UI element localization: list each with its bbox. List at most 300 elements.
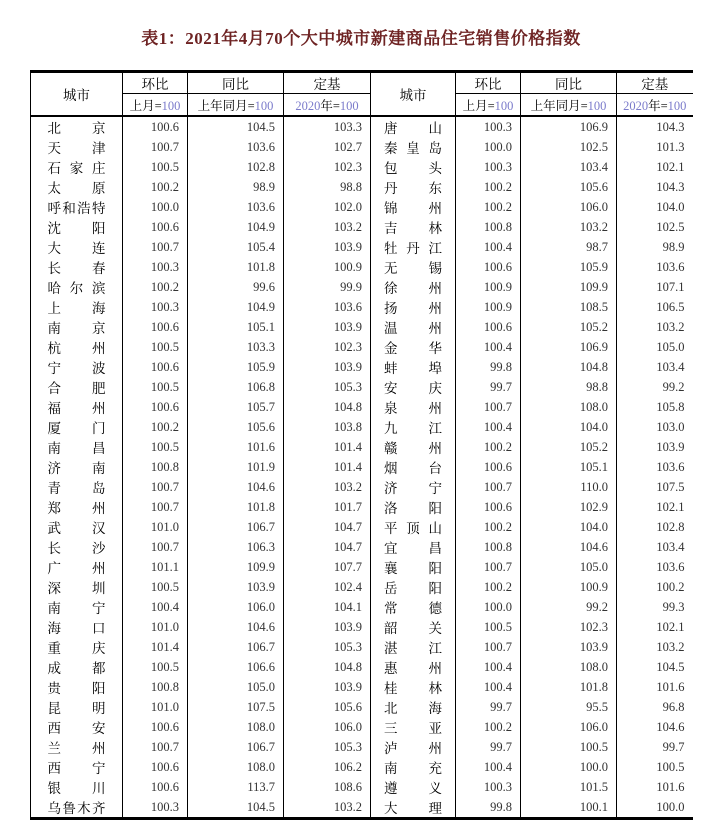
table-row — [31, 457, 693, 477]
left-mom-value: 100.7 — [123, 237, 188, 257]
table-row — [31, 737, 693, 757]
city-name: 北 海 — [384, 701, 442, 716]
left-base-value: 101.4 — [284, 437, 371, 457]
left-yoy-value: 99.6 — [188, 277, 284, 297]
left-yoy-value: 104.5 — [188, 797, 284, 819]
right-yoy-value: 95.5 — [521, 697, 617, 717]
city-name: 长 沙 — [47, 541, 106, 556]
city-name: 乌 鲁 木 齐 — [47, 801, 106, 816]
right-base-value: 101.6 — [656, 679, 685, 694]
subheader-yoy-right — [521, 94, 617, 117]
table-row — [31, 537, 693, 557]
right-base-value: 96.8 — [662, 699, 685, 714]
left-yoy-value: 106.8 — [188, 377, 284, 397]
left-base-value: 103.8 — [284, 417, 371, 437]
right-yoy-value: 100.1 — [521, 797, 617, 819]
right-city-cell — [371, 677, 456, 697]
city-name: 岳 阳 — [384, 581, 442, 596]
table-row — [31, 317, 693, 337]
table-row — [31, 197, 693, 217]
left-base-value: 104.7 — [284, 517, 371, 537]
left-city-cell — [31, 797, 123, 819]
left-yoy-value: 101.6 — [188, 437, 284, 457]
left-mom-value: 100.6 — [123, 116, 188, 137]
left-yoy-value: 108.0 — [188, 757, 284, 777]
table-row — [31, 577, 693, 597]
right-city-cell — [371, 497, 456, 517]
left-mom-value: 100.8 — [123, 457, 188, 477]
right-base-value: 104.5 — [656, 659, 685, 674]
right-city-cell — [371, 637, 456, 657]
left-yoy-value: 104.6 — [188, 617, 284, 637]
right-mom-value: 100.2 — [456, 177, 521, 197]
right-yoy-value: 110.0 — [521, 477, 617, 497]
right-mom-value: 99.8 — [456, 357, 521, 377]
left-mom-value: 100.6 — [123, 397, 188, 417]
city-name: 天 津 — [47, 141, 106, 156]
left-city-cell — [31, 657, 123, 677]
subheader-label: 上年同月= — [530, 98, 588, 113]
table-row — [31, 297, 693, 317]
header-yoy-left: 同比 — [188, 72, 284, 94]
subheader-base-left — [284, 94, 371, 117]
right-yoy-value: 105.9 — [521, 257, 617, 277]
city-name: 秦 皇 岛 — [384, 141, 442, 156]
right-yoy-value: 105.6 — [521, 177, 617, 197]
right-base-value: 102.5 — [656, 219, 685, 234]
right-base-value: 99.3 — [662, 599, 685, 614]
left-mom-value: 100.0 — [123, 197, 188, 217]
left-mom-value: 101.0 — [123, 517, 188, 537]
table-row — [31, 277, 693, 297]
left-base-value: 102.7 — [284, 137, 371, 157]
right-mom-value: 100.2 — [456, 197, 521, 217]
left-city-cell — [31, 497, 123, 517]
left-mom-value: 101.4 — [123, 637, 188, 657]
table-row — [31, 377, 693, 397]
right-yoy-value: 108.0 — [521, 397, 617, 417]
table-row — [31, 637, 693, 657]
city-name: 大 连 — [47, 241, 106, 256]
right-mom-value: 100.8 — [456, 217, 521, 237]
left-base-value: 107.7 — [284, 557, 371, 577]
right-mom-value: 100.3 — [456, 116, 521, 137]
left-city-cell — [31, 377, 123, 397]
city-name: 济 南 — [47, 461, 106, 476]
left-city-cell — [31, 517, 123, 537]
price-index-table — [30, 70, 693, 820]
left-base-value: 105.3 — [284, 737, 371, 757]
left-base-value: 103.9 — [284, 237, 371, 257]
city-name: 唐 山 — [384, 121, 442, 136]
city-name: 三 亚 — [384, 721, 442, 736]
right-yoy-value: 106.0 — [521, 717, 617, 737]
right-base-value: 102.1 — [656, 159, 685, 174]
city-name: 牡 丹 江 — [384, 241, 442, 256]
city-name: 惠 州 — [384, 661, 442, 676]
subheader-number: 100 — [161, 98, 181, 113]
right-mom-value: 100.4 — [456, 337, 521, 357]
right-yoy-value: 103.2 — [521, 217, 617, 237]
left-base-value: 105.3 — [284, 377, 371, 397]
table-row — [31, 777, 693, 797]
left-yoy-value: 106.3 — [188, 537, 284, 557]
right-mom-value: 100.7 — [456, 397, 521, 417]
right-city-cell — [371, 717, 456, 737]
right-city-cell — [371, 377, 456, 397]
city-name: 丹 东 — [384, 181, 442, 196]
city-name: 泉 州 — [384, 401, 442, 416]
right-city-cell — [371, 217, 456, 237]
right-city-cell — [371, 277, 456, 297]
city-name: 兰 州 — [47, 741, 106, 756]
left-yoy-value: 105.6 — [188, 417, 284, 437]
city-name: 平 顶 山 — [384, 521, 442, 536]
left-base-value: 105.3 — [284, 637, 371, 657]
right-base-value: 103.0 — [656, 419, 685, 434]
table-row — [31, 477, 693, 497]
city-name: 济 宁 — [384, 481, 442, 496]
right-base-value: 103.6 — [656, 459, 685, 474]
right-yoy-value: 108.5 — [521, 297, 617, 317]
left-yoy-value: 106.6 — [188, 657, 284, 677]
right-city-cell — [371, 417, 456, 437]
right-city-cell — [371, 317, 456, 337]
table-row — [31, 437, 693, 457]
city-name: 西 宁 — [47, 761, 106, 776]
right-mom-value: 100.2 — [456, 437, 521, 457]
right-yoy-value: 104.6 — [521, 537, 617, 557]
left-base-value: 103.9 — [284, 317, 371, 337]
city-name: 金 华 — [384, 341, 442, 356]
right-yoy-value: 98.7 — [521, 237, 617, 257]
city-name: 遵 义 — [384, 781, 442, 796]
left-city-cell — [31, 217, 123, 237]
city-name: 襄 阳 — [384, 561, 442, 576]
right-city-cell — [371, 657, 456, 677]
table-row — [31, 337, 693, 357]
table-row — [31, 217, 693, 237]
right-base-value: 104.0 — [656, 199, 685, 214]
right-city-cell — [371, 197, 456, 217]
city-name: 深 圳 — [47, 581, 106, 596]
left-city-cell — [31, 617, 123, 637]
right-base-value: 98.9 — [662, 239, 685, 254]
left-city-cell — [31, 597, 123, 617]
subheader-label: 上月= — [129, 98, 162, 113]
left-mom-value: 100.6 — [123, 717, 188, 737]
left-city-cell — [31, 717, 123, 737]
city-name: 西 安 — [47, 721, 106, 736]
left-mom-value: 100.5 — [123, 437, 188, 457]
right-mom-value: 99.7 — [456, 697, 521, 717]
left-city-cell — [31, 737, 123, 757]
subheader-number: 100 — [587, 98, 607, 113]
left-mom-value: 100.3 — [123, 257, 188, 277]
right-mom-value: 100.4 — [456, 657, 521, 677]
right-city-cell — [371, 137, 456, 157]
right-base-value: 99.7 — [662, 739, 685, 754]
subheader-number: 2020 — [295, 98, 321, 113]
right-base-value: 100.5 — [656, 759, 685, 774]
left-city-cell — [31, 637, 123, 657]
city-name: 北 京 — [47, 121, 106, 136]
left-yoy-value: 104.9 — [188, 297, 284, 317]
left-base-value: 103.6 — [284, 297, 371, 317]
right-yoy-value: 99.2 — [521, 597, 617, 617]
city-name: 石 家 庄 — [47, 161, 106, 176]
right-mom-value: 100.5 — [456, 617, 521, 637]
subheader-number: 2020 — [623, 98, 649, 113]
right-base-value: 107.1 — [656, 279, 685, 294]
left-yoy-value: 108.0 — [188, 717, 284, 737]
left-yoy-value: 103.3 — [188, 337, 284, 357]
right-city-cell — [371, 797, 456, 819]
right-mom-value: 100.4 — [456, 757, 521, 777]
subheader-label: 年= — [648, 98, 668, 113]
left-yoy-value: 102.8 — [188, 157, 284, 177]
right-city-cell — [371, 697, 456, 717]
left-yoy-value: 106.7 — [188, 737, 284, 757]
left-city-cell — [31, 677, 123, 697]
right-yoy-value: 105.2 — [521, 317, 617, 337]
city-name: 南 昌 — [47, 441, 106, 456]
table-row — [31, 617, 693, 637]
right-mom-value: 100.4 — [456, 677, 521, 697]
table-row — [31, 557, 693, 577]
left-yoy-value: 98.9 — [188, 177, 284, 197]
left-mom-value: 100.7 — [123, 497, 188, 517]
city-name: 桂 林 — [384, 681, 442, 696]
left-yoy-value: 104.6 — [188, 477, 284, 497]
right-mom-value: 99.8 — [456, 797, 521, 819]
right-yoy-value: 98.8 — [521, 377, 617, 397]
right-city-cell — [371, 116, 456, 137]
city-name: 昆 明 — [47, 701, 106, 716]
city-name: 哈 尔 滨 — [47, 281, 106, 296]
right-city-cell — [371, 437, 456, 457]
left-city-cell — [31, 777, 123, 797]
left-base-value: 98.8 — [284, 177, 371, 197]
left-base-value: 104.7 — [284, 537, 371, 557]
city-name: 贵 阳 — [47, 681, 106, 696]
city-name: 海 口 — [47, 621, 106, 636]
right-yoy-value: 106.9 — [521, 116, 617, 137]
table-row — [31, 717, 693, 737]
header-yoy-right: 同比 — [521, 72, 617, 94]
left-mom-value: 100.2 — [123, 417, 188, 437]
header-base-left: 定基 — [284, 72, 371, 94]
table-row — [31, 116, 693, 137]
left-base-value: 108.6 — [284, 777, 371, 797]
right-yoy-value: 100.9 — [521, 577, 617, 597]
left-mom-value: 100.6 — [123, 357, 188, 377]
city-name: 扬 州 — [384, 301, 442, 316]
right-city-cell — [371, 517, 456, 537]
left-city-cell — [31, 297, 123, 317]
right-mom-value: 100.2 — [456, 577, 521, 597]
left-city-cell — [31, 277, 123, 297]
city-name: 温 州 — [384, 321, 442, 336]
left-base-value: 101.4 — [284, 457, 371, 477]
right-yoy-value: 102.3 — [521, 617, 617, 637]
right-city-cell — [371, 177, 456, 197]
right-mom-value: 100.2 — [456, 717, 521, 737]
header-city-right: 城市 — [371, 72, 456, 117]
right-base-value: 104.3 — [656, 179, 685, 194]
right-city-cell — [371, 597, 456, 617]
left-mom-value: 101.0 — [123, 697, 188, 717]
right-mom-value: 100.3 — [456, 157, 521, 177]
subheader-number: 100 — [254, 98, 274, 113]
table-row — [31, 797, 693, 819]
city-name: 韶 关 — [384, 621, 442, 636]
left-city-cell — [31, 337, 123, 357]
right-city-cell — [371, 457, 456, 477]
left-mom-value: 100.4 — [123, 597, 188, 617]
subheader-mom-right — [456, 94, 521, 117]
right-city-cell — [371, 337, 456, 357]
right-mom-value: 100.9 — [456, 297, 521, 317]
right-mom-value: 100.6 — [456, 257, 521, 277]
right-mom-value: 100.6 — [456, 317, 521, 337]
subheader-label: 上年同月= — [197, 98, 255, 113]
table-row — [31, 757, 693, 777]
left-mom-value: 100.7 — [123, 477, 188, 497]
right-base-value: 100.2 — [656, 579, 685, 594]
right-yoy-value: 104.8 — [521, 357, 617, 377]
right-mom-value: 100.6 — [456, 497, 521, 517]
left-mom-value: 101.0 — [123, 617, 188, 637]
right-mom-value: 100.0 — [456, 597, 521, 617]
left-yoy-value: 101.9 — [188, 457, 284, 477]
right-city-cell — [371, 237, 456, 257]
right-mom-value: 100.3 — [456, 777, 521, 797]
page-title: 表1：2021年4月70个大中城市新建商品住宅销售价格指数 — [141, 29, 581, 48]
right-base-value: 100.0 — [656, 799, 685, 814]
right-base-value: 104.6 — [656, 719, 685, 734]
left-mom-value: 100.3 — [123, 297, 188, 317]
right-mom-value: 100.7 — [456, 637, 521, 657]
right-base-value: 103.6 — [656, 259, 685, 274]
table-row — [31, 137, 693, 157]
subheader-yoy-left — [188, 94, 284, 117]
right-mom-value: 100.7 — [456, 557, 521, 577]
right-yoy-value: 101.5 — [521, 777, 617, 797]
right-yoy-value: 101.8 — [521, 677, 617, 697]
right-yoy-value: 108.0 — [521, 657, 617, 677]
left-mom-value: 100.6 — [123, 317, 188, 337]
left-yoy-value: 105.1 — [188, 317, 284, 337]
left-mom-value: 100.3 — [123, 797, 188, 819]
subheader-number: 100 — [494, 98, 514, 113]
right-yoy-value: 102.9 — [521, 497, 617, 517]
right-base-value: 102.8 — [656, 519, 685, 534]
right-city-cell — [371, 757, 456, 777]
left-city-cell — [31, 237, 123, 257]
city-name: 宜 昌 — [384, 541, 442, 556]
left-base-value: 103.2 — [284, 477, 371, 497]
table-body — [31, 116, 693, 819]
left-mom-value: 100.5 — [123, 657, 188, 677]
left-mom-value: 100.2 — [123, 277, 188, 297]
left-yoy-value: 105.0 — [188, 677, 284, 697]
left-mom-value: 100.8 — [123, 677, 188, 697]
right-city-cell — [371, 257, 456, 277]
right-mom-value: 99.7 — [456, 377, 521, 397]
left-yoy-value: 105.9 — [188, 357, 284, 377]
city-name: 徐 州 — [384, 281, 442, 296]
left-base-value: 100.9 — [284, 257, 371, 277]
table-row — [31, 237, 693, 257]
right-yoy-value: 100.5 — [521, 737, 617, 757]
right-base-value: 99.2 — [662, 379, 685, 394]
left-mom-value: 100.6 — [123, 757, 188, 777]
left-base-value: 104.8 — [284, 657, 371, 677]
table-row — [31, 657, 693, 677]
header-mom-left: 环比 — [123, 72, 188, 94]
right-base-value: 107.5 — [656, 479, 685, 494]
table-row — [31, 397, 693, 417]
left-city-cell — [31, 417, 123, 437]
right-city-cell — [371, 297, 456, 317]
city-name: 武 汉 — [47, 521, 106, 536]
right-city-cell — [371, 357, 456, 377]
left-base-value: 103.9 — [284, 617, 371, 637]
right-city-cell — [371, 577, 456, 597]
city-name: 合 肥 — [47, 381, 106, 396]
table-row — [31, 157, 693, 177]
right-yoy-value: 103.9 — [521, 637, 617, 657]
table-header — [31, 72, 693, 117]
table-row — [31, 517, 693, 537]
subheader-number: 100 — [667, 98, 687, 113]
city-name: 郑 州 — [47, 501, 106, 516]
right-city-cell — [371, 397, 456, 417]
right-base-value: 102.1 — [656, 499, 685, 514]
city-name: 南 充 — [384, 761, 442, 776]
right-yoy-value: 109.9 — [521, 277, 617, 297]
left-yoy-value: 103.6 — [188, 197, 284, 217]
city-name: 厦 门 — [47, 421, 106, 436]
city-name: 成 都 — [47, 661, 106, 676]
right-base-value: 102.1 — [656, 619, 685, 634]
left-yoy-value: 104.9 — [188, 217, 284, 237]
right-yoy-value: 103.4 — [521, 157, 617, 177]
city-name: 大 理 — [384, 801, 442, 816]
left-yoy-value: 105.7 — [188, 397, 284, 417]
city-name: 青 岛 — [47, 481, 106, 496]
left-base-value: 102.4 — [284, 577, 371, 597]
city-name: 福 州 — [47, 401, 106, 416]
right-base-value: 101.3 — [656, 139, 685, 154]
left-base-value: 105.6 — [284, 697, 371, 717]
left-yoy-value: 103.6 — [188, 137, 284, 157]
left-base-value: 102.0 — [284, 197, 371, 217]
left-mom-value: 100.5 — [123, 377, 188, 397]
left-city-cell — [31, 137, 123, 157]
right-base-value: 104.3 — [656, 119, 685, 134]
left-mom-value: 100.6 — [123, 217, 188, 237]
right-mom-value: 99.7 — [456, 737, 521, 757]
city-name: 银 川 — [47, 781, 106, 796]
left-mom-value: 100.6 — [123, 777, 188, 797]
left-mom-value: 100.2 — [123, 177, 188, 197]
city-name: 包 头 — [384, 161, 442, 176]
city-name: 安 庆 — [384, 381, 442, 396]
city-name: 锦 州 — [384, 201, 442, 216]
city-name: 广 州 — [47, 561, 106, 576]
